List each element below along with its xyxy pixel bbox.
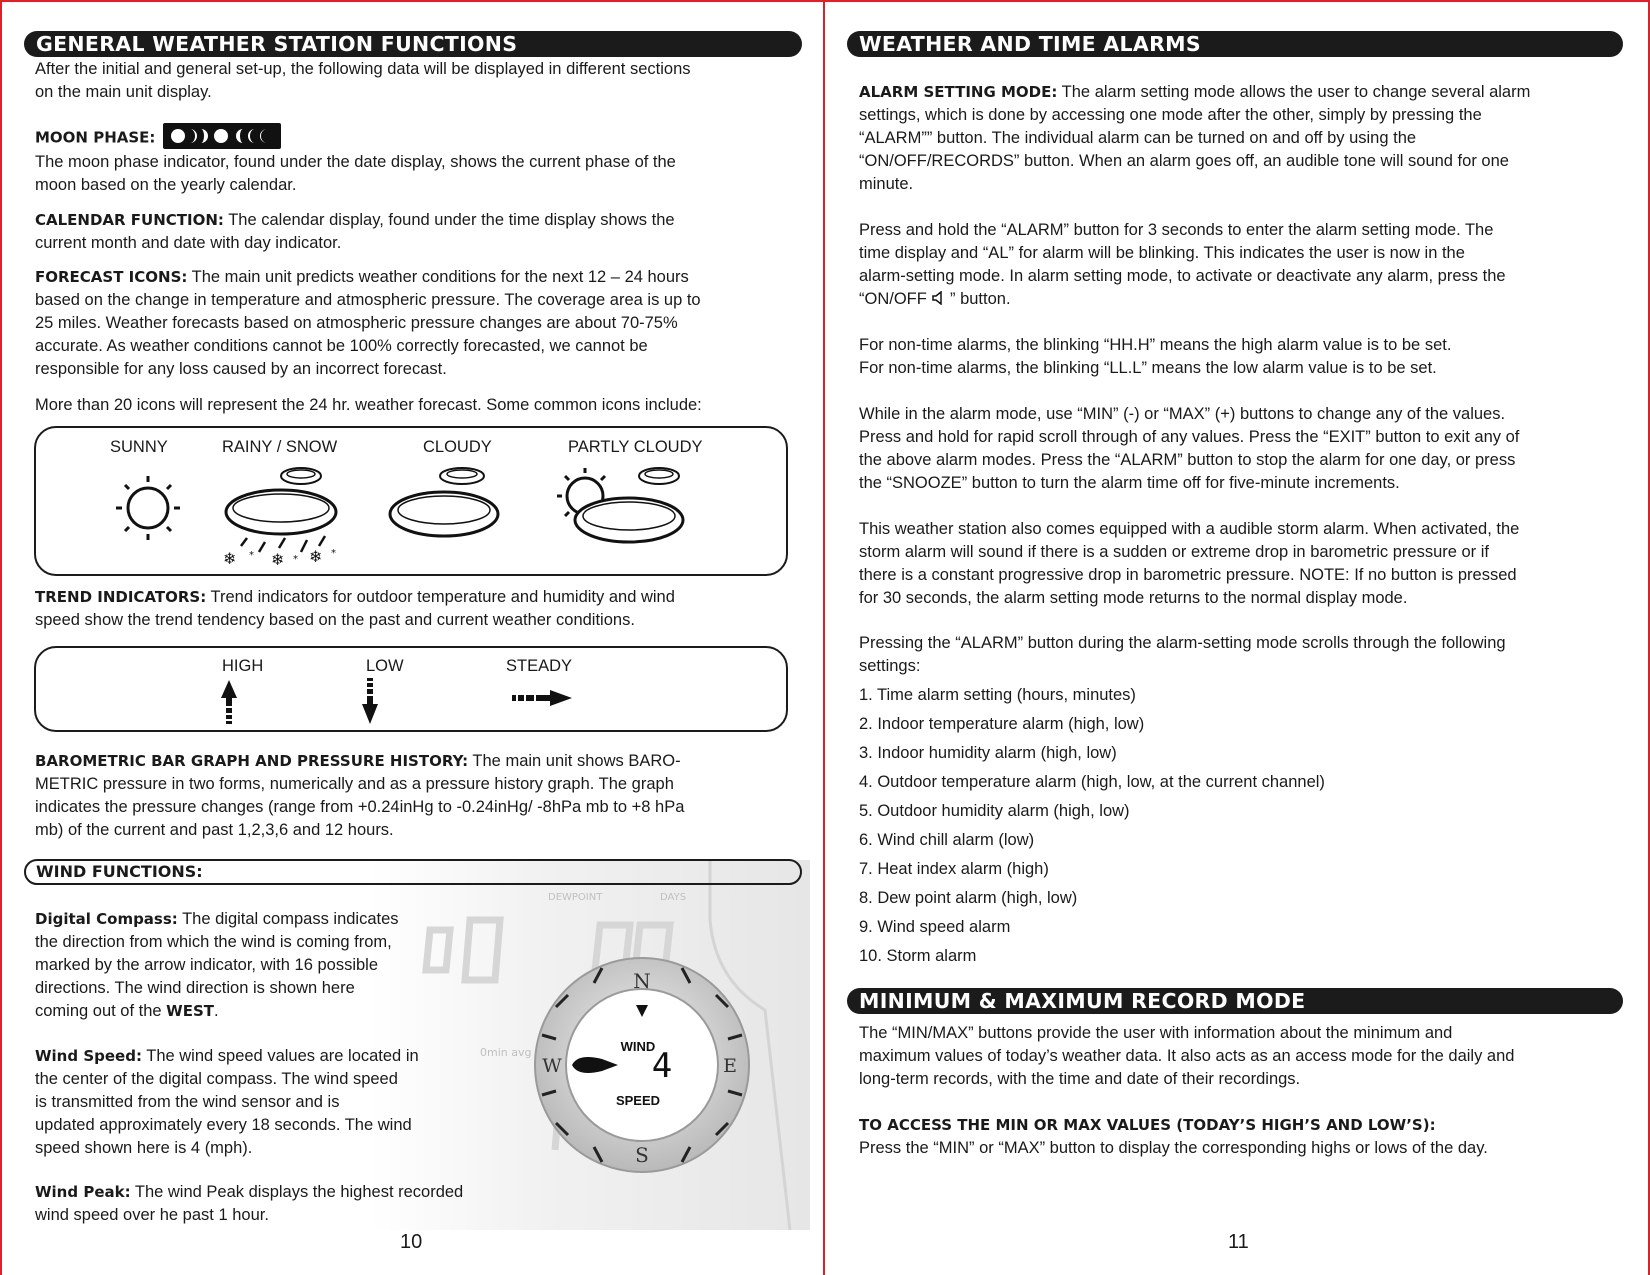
speed-text-line: the center of the digital compass. The wind speed bbox=[35, 1070, 398, 1088]
page-number: 10 bbox=[400, 1231, 423, 1253]
moon-phase-section bbox=[35, 125, 815, 197]
minmax-text-line: Press and hold for rapid scroll through of any values. Press the “EXIT” button to exit any of bbox=[859, 428, 1520, 446]
compass-wind-label: WIND bbox=[620, 1039, 656, 1054]
trend-heading: TREND INDICATORS: bbox=[35, 588, 207, 606]
trend-label-steady: STEADY bbox=[506, 657, 573, 675]
compass-speed-label: SPEED bbox=[615, 1093, 661, 1108]
trend-label-low: LOW bbox=[366, 657, 404, 675]
svg-text:❄: ❄ bbox=[309, 547, 323, 566]
list-item: 1. Time alarm setting (hours, minutes) bbox=[859, 686, 1136, 704]
page-number: 11 bbox=[1228, 1231, 1249, 1253]
wind-speed-section bbox=[35, 1045, 515, 1160]
icons-intro: More than 20 icons will represent the 24 hr. weather forecast. Some common icons include: bbox=[35, 396, 702, 414]
wind-speed-heading: Wind Speed: bbox=[35, 1047, 142, 1065]
rain-snow-icon bbox=[221, 466, 346, 566]
alarm-setting-heading: ALARM SETTING MODE: bbox=[859, 83, 1058, 101]
svg-text:DAYS: DAYS bbox=[660, 892, 687, 903]
trend-section bbox=[35, 586, 815, 632]
speed-text-line: The wind speed values are located in bbox=[141, 1047, 419, 1065]
press-text-line: alarm-setting mode. In alarm setting mode, to activate or deactivate any alarm, press the bbox=[859, 267, 1506, 285]
list-item: 10. Storm alarm bbox=[859, 947, 977, 965]
wind-speed-value: 4 bbox=[651, 1046, 673, 1086]
moon-text-line: moon based on the yearly calendar. bbox=[35, 176, 297, 194]
trend-indicators-box bbox=[34, 646, 788, 732]
access-min-max-section bbox=[859, 1114, 1649, 1160]
minmax-text-line: the “SNOOZE” button to turn the alarm time off for five-minute increments. bbox=[859, 474, 1400, 492]
list-item: 6. Wind chill alarm (low) bbox=[859, 831, 1035, 849]
icon-label-sunny: SUNNY bbox=[110, 438, 168, 456]
compass-text-line: marked by the arrow indicator, with 16 possible bbox=[35, 956, 379, 974]
svg-text:*: * bbox=[293, 554, 298, 565]
cloud-icon bbox=[386, 464, 501, 544]
min-max-buttons-section bbox=[859, 403, 1649, 495]
press-hold-section bbox=[859, 219, 1649, 311]
list-item: 5. Outdoor humidity alarm (high, low) bbox=[859, 802, 1130, 820]
alarm-text-line: minute. bbox=[859, 175, 914, 193]
compass-north-label: N bbox=[633, 969, 651, 993]
alarm-setting-section bbox=[859, 81, 1649, 196]
partly-cloudy-icon bbox=[549, 462, 689, 552]
svg-text:❄: ❄ bbox=[223, 549, 237, 566]
forecast-text-line: accurate. As weather conditions cannot be 100% correctly forecasted, we cannot be bbox=[35, 337, 648, 355]
calendar-text-line: The calendar display, found under the time display shows the bbox=[223, 211, 675, 229]
calendar-section bbox=[35, 209, 815, 255]
wind-functions-banner: WIND FUNCTIONS: bbox=[24, 859, 802, 885]
compass-east-label: E bbox=[723, 1055, 737, 1077]
intro-line: After the initial and general set-up, the following data will be displayed in different sections bbox=[35, 60, 691, 78]
digital-compass bbox=[532, 955, 752, 1175]
forecast-section bbox=[35, 266, 815, 381]
record-text-line: maximum values of today’s weather data. It also acts as an access mode for the daily and bbox=[859, 1047, 1515, 1065]
baro-text-line: indicates the pressure changes (range from +0.24inHg to -0.24inHg/ -8hPa mb to +8 hPa bbox=[35, 798, 685, 816]
compass-heading: Digital Compass: bbox=[35, 910, 178, 928]
list-item: 2. Indoor temperature alarm (high, low) bbox=[859, 715, 1145, 733]
compass-west-bold: WEST bbox=[166, 1002, 214, 1020]
nontime-text-line: For non-time alarms, the blinking “LL.L” means the low alarm value is to be set. bbox=[859, 359, 1437, 377]
alarm-text-line: “ALARM”” button. The individual alarm can be turned on and off by using the bbox=[859, 129, 1417, 147]
trend-label-high: HIGH bbox=[222, 657, 264, 675]
forecast-text-line: based on the change in temperature and atmospheric pressure. The coverage area is up to bbox=[35, 291, 701, 309]
record-mode-section bbox=[859, 1022, 1649, 1091]
wind-peak-heading: Wind Peak: bbox=[35, 1183, 131, 1201]
baro-text-line: The main unit shows BARO- bbox=[468, 752, 681, 770]
non-time-section bbox=[859, 334, 1649, 380]
alarm-text-line: The alarm setting mode allows the user to change several alarm bbox=[1057, 83, 1531, 101]
svg-text:❄: ❄ bbox=[271, 550, 285, 566]
compass-west-label: W bbox=[542, 1055, 562, 1077]
left-page bbox=[0, 0, 823, 1275]
compass-text-line: the direction from which the wind is coming from, bbox=[35, 933, 392, 951]
compass-text-line: directions. The wind direction is shown here bbox=[35, 979, 355, 997]
peak-text-line: The wind Peak displays the highest recorded bbox=[130, 1183, 464, 1201]
icon-label-partly-cloudy: PARTLY CLOUDY bbox=[568, 438, 703, 456]
minmax-text-line: the above alarm modes. Press the “ALARM” button to stop the alarm for one day, or press bbox=[859, 451, 1516, 469]
barometric-section bbox=[35, 750, 825, 842]
list-item: 9. Wind speed alarm bbox=[859, 918, 1011, 936]
arrow-down-icon bbox=[357, 676, 383, 726]
list-item: 7. Heat index alarm (high) bbox=[859, 860, 1049, 878]
storm-text-line: storm alarm will sound if there is a sudden or extreme drop in barometric pressure or if bbox=[859, 543, 1490, 561]
moon-text-line: The moon phase indicator, found under the date display, shows the current phase of the bbox=[35, 153, 676, 171]
intro-paragraph bbox=[35, 58, 815, 104]
right-page bbox=[825, 0, 1650, 1275]
forecast-heading: FORECAST ICONS: bbox=[35, 268, 188, 286]
access-heading: TO ACCESS THE MIN OR MAX VALUES (TODAY’S HIGH’S AND LOW’S): bbox=[859, 1116, 1436, 1134]
calendar-text-line: current month and date with day indicator. bbox=[35, 234, 342, 252]
press-text-line: Press and hold the “ALARM” button for 3 seconds to enter the alarm setting mode. The bbox=[859, 221, 1494, 239]
svg-text:0min avg: 0min avg bbox=[480, 1046, 532, 1059]
moon-phase-heading: MOON PHASE: bbox=[35, 128, 156, 147]
forecast-text-line: responsible for any loss caused by an incorrect forecast. bbox=[35, 360, 447, 378]
list-item: 4. Outdoor temperature alarm (high, low, at the current channel) bbox=[859, 773, 1325, 791]
alarm-text-line: “ON/OFF/RECORDS” button. When an alarm goes off, an audible tone will sound for one bbox=[859, 152, 1509, 170]
storm-text-line: for 30 seconds, the alarm setting mode returns to the normal display mode. bbox=[859, 589, 1408, 607]
nontime-text-line: For non-time alarms, the blinking “HH.H” means the high alarm value is to be set. bbox=[859, 336, 1452, 354]
icon-label-rainy-snow: RAINY / SNOW bbox=[222, 438, 338, 456]
list-item: 8. Dew point alarm (high, low) bbox=[859, 889, 1078, 907]
pressing-alarm-section bbox=[859, 632, 1649, 678]
storm-text-line: there is a constant progressive drop in barometric pressure. NOTE: If no button is pressed bbox=[859, 566, 1517, 584]
forecast-text-line: 25 miles. Weather forecasts based on atmospheric pressure changes are about 70-75% bbox=[35, 314, 678, 332]
general-functions-banner: GENERAL WEATHER STATION FUNCTIONS bbox=[24, 31, 802, 57]
alarm-text-line: settings, which is done by accessing one mode after the other, simply by pressing the bbox=[859, 106, 1482, 124]
arrow-up-icon bbox=[216, 678, 242, 728]
calendar-heading: CALENDAR FUNCTION: bbox=[35, 211, 224, 229]
press-text-line: ” button. bbox=[945, 290, 1011, 308]
pressing-text-line: Pressing the “ALARM” button during the alarm-setting mode scrolls through the following bbox=[859, 634, 1506, 652]
speed-text-line: updated approximately every 18 seconds. The wind bbox=[35, 1116, 412, 1134]
speaker-icon bbox=[931, 290, 945, 308]
storm-text-line: This weather station also comes equipped with a audible storm alarm. When activated, the bbox=[859, 520, 1520, 538]
trend-text-line: speed show the trend tendency based on the past and current weather conditions. bbox=[35, 611, 635, 629]
list-item: 3. Indoor humidity alarm (high, low) bbox=[859, 744, 1117, 762]
peak-text-line: wind speed over he past 1 hour. bbox=[35, 1206, 269, 1224]
compass-section: Digital Compass: The digital compass indicates the direction from which the wind is coming from, marked by the arrow indicator, with 16 possible directions. The wind direction is shown here coming out of the WEST. bbox=[35, 908, 515, 1023]
sun-icon bbox=[106, 464, 196, 554]
speed-text-line: is transmitted from the wind sensor and is bbox=[35, 1093, 340, 1111]
storm-alarm-section bbox=[859, 518, 1649, 610]
compass-text-line: The digital compass indicates bbox=[177, 910, 399, 928]
pressing-text-line: settings: bbox=[859, 657, 921, 675]
barometric-heading: BAROMETRIC BAR GRAPH AND PRESSURE HISTORY: bbox=[35, 752, 469, 770]
press-text-line: “ON/OFF bbox=[859, 290, 932, 308]
access-text: Press the “MIN” or “MAX” button to display the corresponding highs or lows of the day. bbox=[859, 1139, 1488, 1157]
svg-text:*: * bbox=[331, 548, 336, 559]
compass-south-label: S bbox=[635, 1143, 649, 1167]
alarms-banner: WEATHER AND TIME ALARMS bbox=[847, 31, 1623, 57]
wind-peak-section bbox=[35, 1181, 555, 1227]
arrow-right-icon bbox=[510, 688, 576, 708]
minmax-text-line: While in the alarm mode, use “MIN” (-) or “MAX” (+) buttons to change any of the values. bbox=[859, 405, 1506, 423]
trend-text-line: Trend indicators for outdoor temperature and humidity and wind bbox=[206, 588, 675, 606]
intro-line: on the main unit display. bbox=[35, 83, 212, 101]
forecast-text-line: The main unit predicts weather conditions for the next 12 – 24 hours bbox=[187, 268, 689, 286]
moon-phase-icon bbox=[163, 123, 281, 149]
icon-label-cloudy: CLOUDY bbox=[423, 438, 492, 456]
min-max-record-banner: MINIMUM & MAXIMUM RECORD MODE bbox=[847, 988, 1623, 1014]
speed-text-line: speed shown here is 4 (mph). bbox=[35, 1139, 253, 1157]
baro-text-line: METRIC pressure in two forms, numerically and as a pressure history graph. The graph bbox=[35, 775, 674, 793]
baro-text-line: mb) of the current and past 1,2,3,6 and 12 hours. bbox=[35, 821, 394, 839]
press-text-line: time display and “AL” for alarm will be blinking. This indicates the user is now in the bbox=[859, 244, 1465, 262]
record-text-line: long-term records, with the time and date of their recordings. bbox=[859, 1070, 1301, 1088]
record-text-line: The “MIN/MAX” buttons provide the user with information about the minimum and bbox=[859, 1024, 1453, 1042]
svg-text:DEWPOINT: DEWPOINT bbox=[548, 892, 603, 903]
forecast-icons-box bbox=[34, 426, 788, 576]
svg-text:*: * bbox=[249, 550, 254, 561]
compass-text-line: coming out of the bbox=[35, 1002, 167, 1020]
